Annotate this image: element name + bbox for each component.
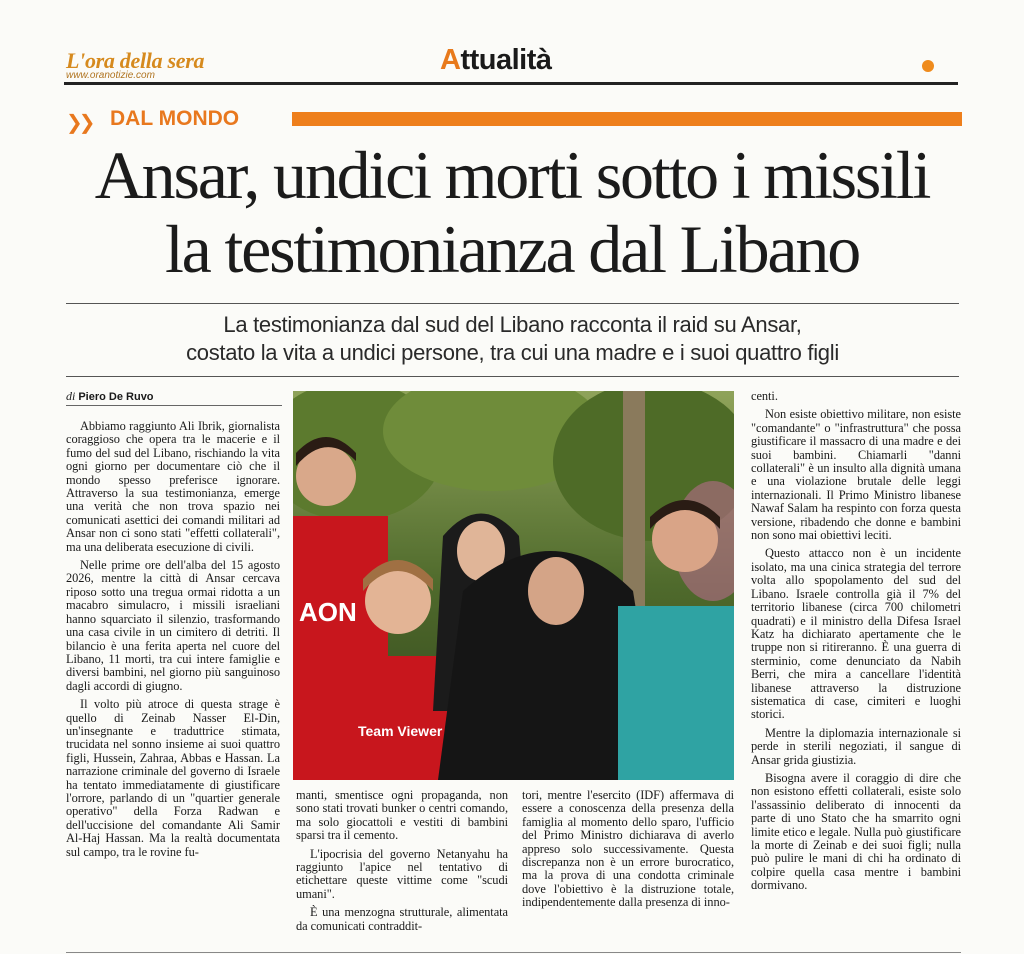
subhead-rule-top — [66, 303, 959, 304]
paragraph: Mentre la diplomazia internazionale si perde in sterili negoziati, il sangue di Ansar grida giustizia. — [751, 725, 961, 767]
double-chevron-icon: ❯❯ — [66, 110, 92, 134]
family-photo-illustration — [293, 391, 734, 780]
paragraph: Il volto più atroce di questa strage è quello di Zeinab Nasser El-Din, un'insegnante e traduttrice stimata, trucidata nel sonno insieme ai suoi quattro figli, Hussein, Zahraa, Abbas e Hassan. La narrazione criminale del governo di Israele ha tentato immediatamente di giustificare l'orrore, parlando di un "quartier generale operativo" della Forza Radwan e dell'uccisione del comandante Ali Samir Al-Haj Hassan. Ma la realtà documentata sul campo, tra le rovine fu- — [66, 697, 280, 859]
article-column-4 — [751, 390, 961, 898]
newspaper-logo: L'ora della sera — [66, 48, 205, 73]
paragraph: È una menzogna strutturale, alimentata da comunicati contraddit- — [296, 905, 508, 933]
shirt-text-1: AON — [299, 597, 357, 627]
section-rest: ttualità — [460, 44, 552, 76]
paragraph: L'ipocrisia del governo Netanyahu ha raggiunto l'apice nel tentativo di etichettare queste vittime come "scudi umani". — [296, 846, 508, 901]
byline-prefix: di — [66, 389, 76, 403]
newspaper-url: www.oranotizie.com — [66, 70, 155, 81]
orange-dot-icon — [922, 60, 934, 72]
page-bottom-rule — [66, 952, 961, 953]
paragraph: Bisogna avere il coraggio di dire che non esistono effetti collaterali, esiste solo l'assassinio deliberato di innocenti da parte di uno Stato che ha smarrito ogni limite etico e legale. Nulla può giustificare la morte di Zeinab e dei suoi figli; nulla può pulire le mani di chi ha ordinato di colpire quella casa mentre i bambini dormivano. — [751, 770, 961, 893]
byline-author: Piero De Ruvo — [78, 391, 154, 403]
paragraph: Abbiamo raggiunto Ali Ibrik, giornalista coraggioso che opera tra le macerie e il fumo del sud del Libano, rischiando la vita ogni giorno per documentare ciò che il mondo spesso preferisce ignorare. Attraverso la sua testimonianza, emerge una verità che non trova spazio nei comunicati asettici dei comandi militari ad Ansar non ci sono stati "effetti collaterali", ma una deliberata esecuzione di civili. — [66, 419, 280, 554]
section-initial: A — [440, 44, 461, 76]
article-column-2 — [296, 789, 508, 938]
article-column-1 — [66, 420, 280, 864]
paragraph: centi. — [751, 389, 778, 403]
paragraph: Non esiste obiettivo militare, non esiste "comandante" o "infrastruttura" che possa giustificare il massacro di una madre e dei suoi bambini. Chiamarli "danni collaterali" è un insulto alla dignità umana e una violazione brutale delle leggi internazionali. Il Primo Ministro libanese Nawaf Salam ha respinto con forza questa versione, ribadendo che donne e bambini non sono mai obiettivi leciti. — [751, 407, 961, 543]
article-column-3 — [522, 789, 734, 915]
byline-rule — [66, 405, 282, 406]
family-photo — [293, 391, 734, 780]
subheadline — [66, 311, 959, 367]
kicker-bar — [292, 112, 962, 126]
section-title — [440, 44, 552, 77]
paragraph: Questo attacco non è un incidente isolato, ma una cinica strategia del terrore volta allo spopolamento del sud del Libano. Israele controlla già il 7% del territorio libanese (circa 700 chilometri quadrati) e il ministro della Difesa Israel Katz ha dichiarato apertamente che le truppe non si ritireranno. È una guerra di sterminio, come denunciato da Nabih Berri, che mira a cancellare l'identità libanese attraverso la distruzione sistematica di case, cimiteri e luoghi storici. — [751, 546, 961, 722]
subheadline-line-2: costato la vita a undici persone, tra cui una madre e i suoi quattro figli — [186, 340, 839, 365]
paragraph: Nelle prime ore dell'alba del 15 agosto 2026, mentre la città di Ansar cercava riposo sotto una tregua ormai ridotta a un macabro simulacro, i missili israeliani hanno squarciato il silenzio, trasformando una casa civile in un cimitero di detriti. Il bilancio è una ferita aperta nel cuore del Libano, 11 morti, tra cui intere famiglie e diversi bambini, nel giorno più sanguinoso dagli accordi di giugno. — [66, 558, 280, 693]
subheadline-line-1: La testimonianza dal sud del Libano racconta il raid su Ansar, — [223, 312, 802, 337]
paragraph: tori, mentre l'esercito (IDF) affermava di essere a conoscenza della presenza della famiglia al momento dello sparo, l'ufficio del Primo Ministro dichiarava di averlo appreso solo successivamente. Questa discrepanza non è un errore burocratico, ma la prova di una condotta criminale dove l'obiettivo è la distruzione totale, indipendentemente dalla presenza di inno- — [522, 788, 734, 910]
byline — [66, 389, 154, 404]
paragraph: manti, smentisce ogni propaganda, non sono stati trovati bunker o centri comando, ma solo giocattoli e vestiti di bambini sparsi tra il cemento. — [296, 788, 508, 843]
headline-line-1: Ansar, undici morti sotto i missili — [94, 137, 930, 213]
shirt-text-2: Team Viewer — [358, 723, 443, 739]
subhead-rule-bottom — [66, 376, 959, 377]
kicker-label: DAL MONDO — [110, 107, 240, 130]
headline — [40, 138, 984, 286]
masthead-rule — [64, 82, 958, 85]
headline-line-2: la testimonianza dal Libano — [164, 211, 859, 287]
